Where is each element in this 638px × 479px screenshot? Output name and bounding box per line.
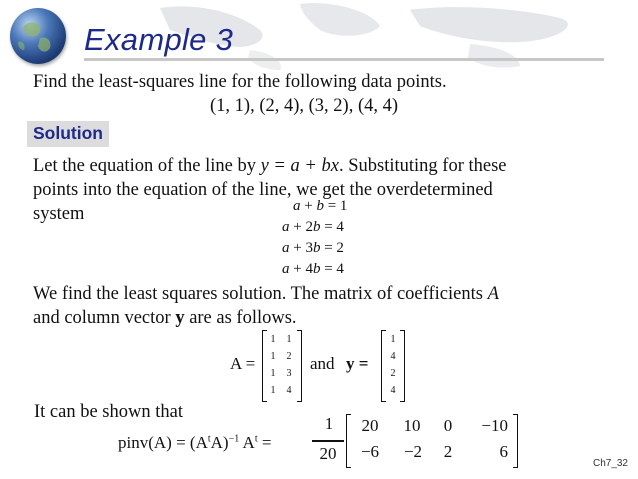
system-row-3: a + 3b = 2	[282, 240, 344, 256]
system-row-4: a + 4b = 4	[282, 261, 344, 277]
vector-y-label: y =	[346, 354, 369, 373]
page-title: Example 3	[84, 22, 234, 57]
problem-statement: Find the least-squares line for the following data points.	[33, 72, 447, 92]
globe-icon	[10, 8, 66, 64]
line-equation: y = a + bx	[260, 156, 339, 176]
title-underline	[84, 58, 604, 61]
pinv-expression: pinv(A) = $(A^tA)^{-1}$ $A^t$ =	[118, 433, 272, 452]
body-line-2: points into the equation of the line, we get the overdetermined	[33, 180, 493, 200]
body2-line-2: and column vector y are as follows.	[33, 308, 297, 328]
solution-label: Solution	[27, 121, 109, 147]
fraction-numerator: 1	[324, 414, 334, 433]
shown-text: It can be shown that	[34, 402, 183, 422]
vector-y: 1 4 2 4	[381, 330, 405, 402]
system-row-2: a + 2b = 4	[282, 219, 344, 235]
matrix-a: 1 1 1 2 1 3 1 4	[262, 330, 302, 402]
system-row-1: a + b = 1	[293, 198, 348, 214]
slide-number: Ch7_32	[592, 458, 628, 469]
matrix-a-label: A =	[230, 354, 256, 373]
body2-line-1: We find the least squares solution. The matrix of coefficients A	[33, 284, 499, 304]
and-text: and	[310, 354, 335, 373]
fraction-bar	[312, 440, 344, 442]
pinv-matrix: 20 10 0 −10 −6 −2 2 6	[346, 414, 518, 468]
body-line-1: Let the equation of the line by y = a + bx. Substituting for these	[33, 156, 507, 176]
data-points: (1, 1), (2, 4), (3, 2), (4, 4)	[210, 96, 399, 116]
body-line-3: system	[33, 204, 85, 224]
fraction-denominator: 20	[319, 444, 337, 463]
